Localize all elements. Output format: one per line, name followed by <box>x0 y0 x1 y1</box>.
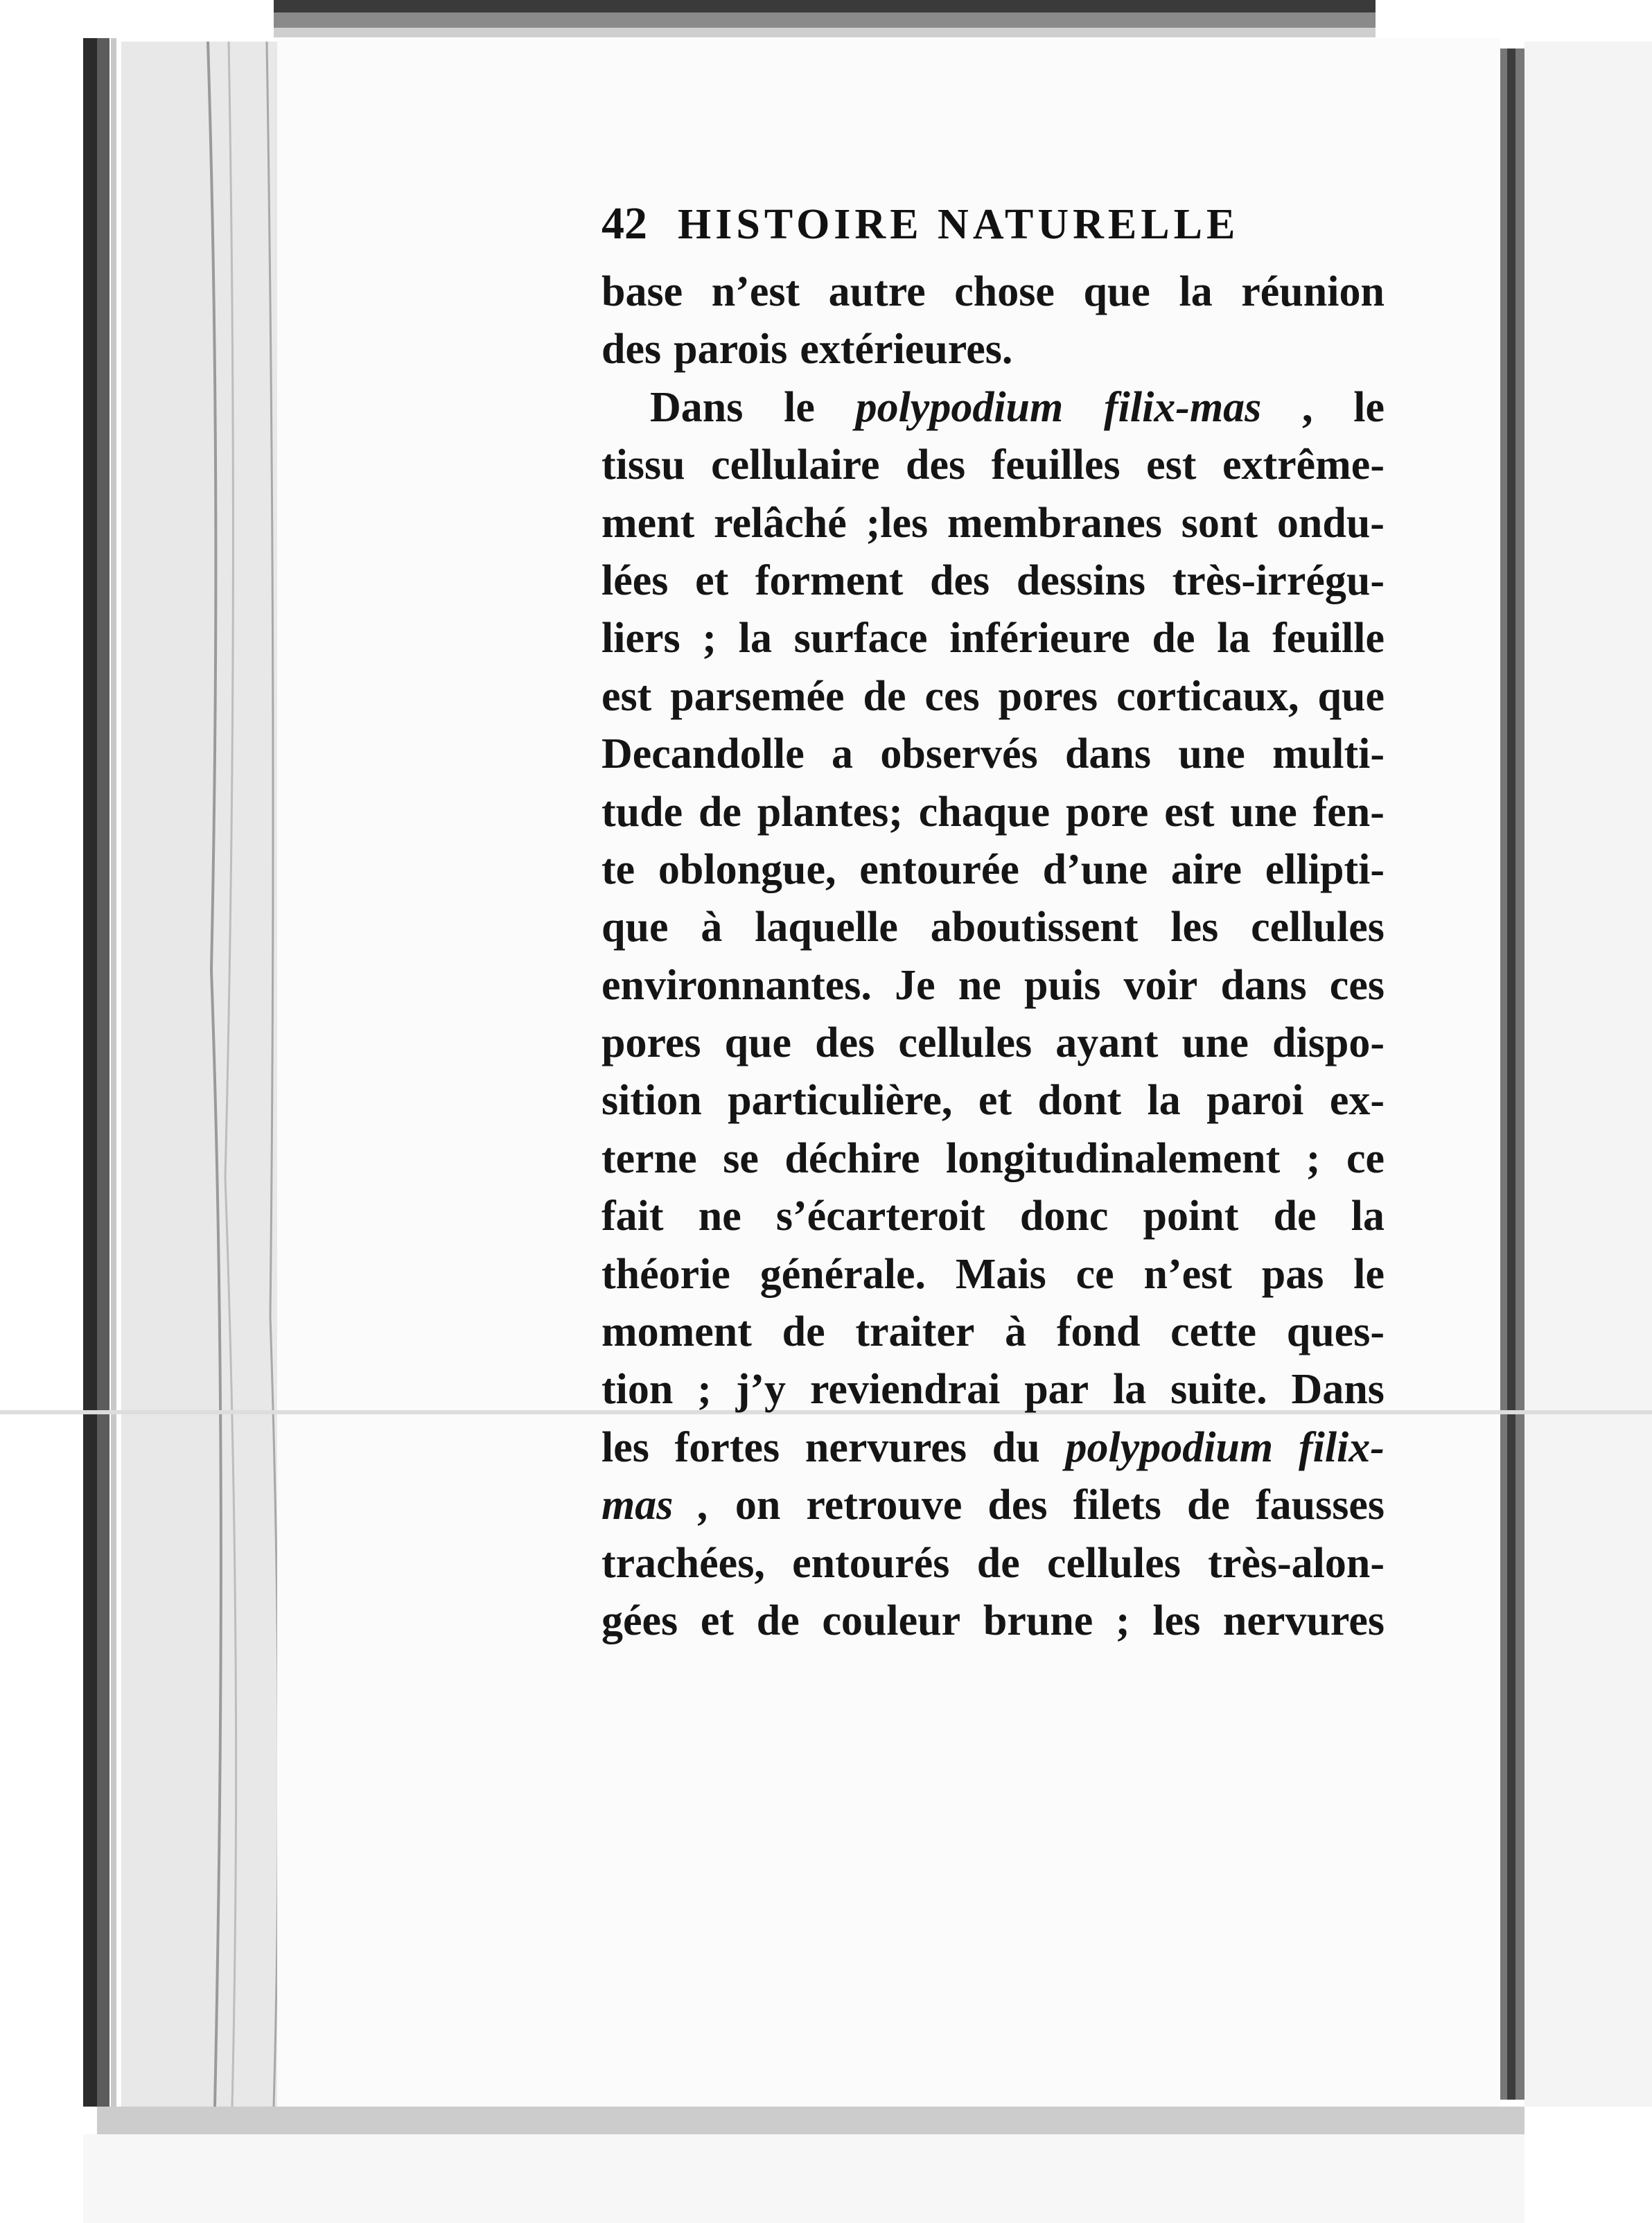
text-line: les fortes nervures du polypodium filix- <box>601 1423 1385 1471</box>
text-line: te oblongue, entourée d’une aire ellipti- <box>601 845 1385 893</box>
text-line: ment relâché ;les membranes sont ondu- <box>601 499 1385 547</box>
text-line: moment de traiter à fond cette ques- <box>601 1308 1385 1356</box>
text-line: tion ; j’y reviendrai par la suite. Dans <box>601 1366 1385 1414</box>
page-header <box>601 197 1385 260</box>
text-line: théorie générale. Mais ce n’est pas le <box>601 1250 1385 1298</box>
text-line: Decandolle a observés dans une multi- <box>601 730 1385 778</box>
text-line: mas , on retrouve des filets de fausses <box>601 1482 1385 1529</box>
text-line: pores que des cellules ayant une dispo- <box>601 1019 1385 1067</box>
page-number: 42 <box>601 198 647 249</box>
text-line: base n’est autre chose que la réunion <box>601 268 1385 315</box>
text-line: fait ne s’écarteroit donc point de la <box>601 1193 1385 1240</box>
text-line: tude de plantes; chaque pore est une fen- <box>601 788 1385 836</box>
running-title: HISTOIRE NATURELLE <box>678 201 1240 248</box>
text-line: lées et forment des dessins très-irrégu- <box>601 556 1385 604</box>
text-line: gées et de couleur brune ; les nervures <box>601 1597 1385 1644</box>
text-line: Dans le polypodium filix-mas , le <box>650 383 1385 431</box>
text-line: est parsemée de ces pores corticaux, que <box>601 672 1385 720</box>
text-line: environnantes. Je ne puis voir dans ces <box>601 961 1385 1009</box>
text-line: terne se déchire longitudinalement ; ce <box>601 1134 1385 1182</box>
text-line: sition particulière, et dont la paroi ex- <box>601 1077 1385 1125</box>
text-line: tissu cellulaire des feuilles est extrême- <box>601 441 1385 489</box>
body-text <box>601 263 1385 1650</box>
text-line: des parois extérieures. <box>601 326 1013 374</box>
text-line: liers ; la surface inférieure de la feuille <box>601 615 1385 662</box>
text-line: trachées, entourés de cellules très-alon- <box>601 1539 1385 1587</box>
text-line: que à laquelle aboutissent les cellules <box>601 904 1385 951</box>
